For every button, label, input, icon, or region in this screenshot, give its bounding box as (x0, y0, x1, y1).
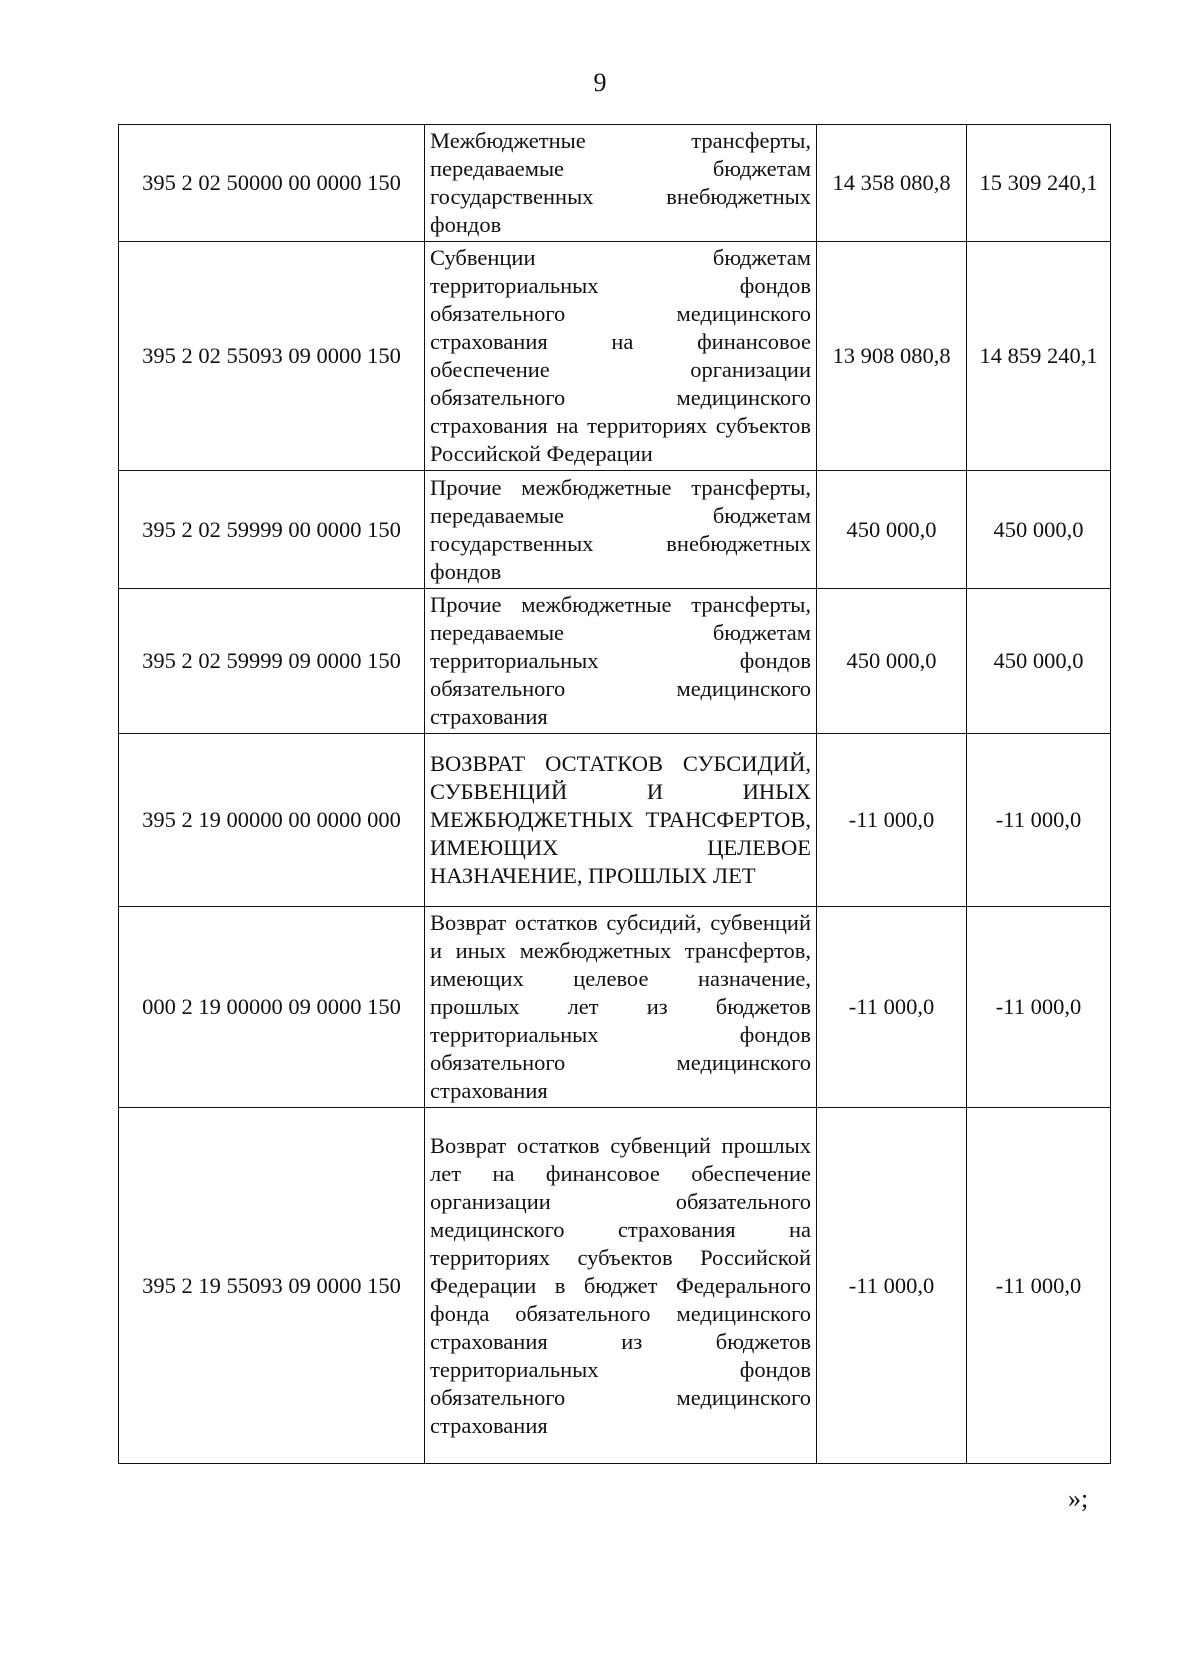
value-2-cell: 450 000,0 (967, 589, 1111, 734)
value-1-cell: 450 000,0 (817, 471, 967, 589)
value-1-cell: -11 000,0 (817, 1108, 967, 1464)
value-1-cell: 14 358 080,8 (817, 125, 967, 242)
budget-code-cell: 395 2 02 50000 00 0000 150 (119, 125, 425, 242)
description-cell: Субвенции бюджетам территориальных фондов обязательного медицинского страхования на финансовое обеспечение организации обязательного медицинского страхования на территориях субъектов Российской Федерации (425, 242, 817, 471)
value-2-cell: -11 000,0 (967, 907, 1111, 1108)
budget-table (118, 124, 1111, 1464)
value-2-cell: -11 000,0 (967, 1108, 1111, 1464)
table-row (119, 589, 1111, 734)
budget-code-cell: 395 2 02 59999 00 0000 150 (119, 471, 425, 589)
table-row (119, 471, 1111, 589)
description-cell: Прочие межбюджетные трансферты, передаваемые бюджетам государственных внебюджетных фондов (425, 471, 817, 589)
value-2-cell: -11 000,0 (967, 734, 1111, 907)
closing-quote-mark: »; (1068, 1484, 1089, 1513)
value-1-cell: -11 000,0 (817, 734, 967, 907)
budget-code-cell: 395 2 19 55093 09 0000 150 (119, 1108, 425, 1464)
value-2-cell: 15 309 240,1 (967, 125, 1111, 242)
table-row (119, 907, 1111, 1108)
table-row (119, 1108, 1111, 1464)
value-1-cell: 450 000,0 (817, 589, 967, 734)
value-2-cell: 450 000,0 (967, 471, 1111, 589)
description-cell: Прочие межбюджетные трансферты, передаваемые бюджетам территориальных фондов обязательного медицинского страхования (425, 589, 817, 734)
description-cell: ВОЗВРАТ ОСТАТКОВ СУБСИДИЙ, СУБВЕНЦИЙ И ИНЫХ МЕЖБЮДЖЕТНЫХ ТРАНСФЕРТОВ, ИМЕЮЩИХ ЦЕЛЕВОЕ НАЗНАЧЕНИЕ, ПРОШЛЫХ ЛЕТ (425, 734, 817, 907)
value-1-cell: 13 908 080,8 (817, 242, 967, 471)
budget-code-cell: 395 2 02 55093 09 0000 150 (119, 242, 425, 471)
description-cell: Межбюджетные трансферты, передаваемые бюджетам государственных внебюджетных фондов (425, 125, 817, 242)
page-number: 9 (593, 68, 607, 97)
value-1-cell: -11 000,0 (817, 907, 967, 1108)
budget-code-cell: 000 2 19 00000 09 0000 150 (119, 907, 425, 1108)
table-row (119, 125, 1111, 242)
budget-code-cell: 395 2 19 00000 00 0000 000 (119, 734, 425, 907)
budget-code-cell: 395 2 02 59999 09 0000 150 (119, 589, 425, 734)
description-cell: Возврат остатков субвенций прошлых лет на финансовое обеспечение организации обязательного медицинского страхования на территориях субъектов Российской Федерации в бюджет Федерального фонда обязательного медицинского страхования из бюджетов территориальных фондов обязательного медицинского страхования (425, 1108, 817, 1464)
table-row (119, 734, 1111, 907)
description-cell: Возврат остатков субсидий, субвенций и иных межбюджетных трансфертов, имеющих целевое назначение, прошлых лет из бюджетов территориальных фондов обязательного медицинского страхования (425, 907, 817, 1108)
table-row (119, 242, 1111, 471)
value-2-cell: 14 859 240,1 (967, 242, 1111, 471)
